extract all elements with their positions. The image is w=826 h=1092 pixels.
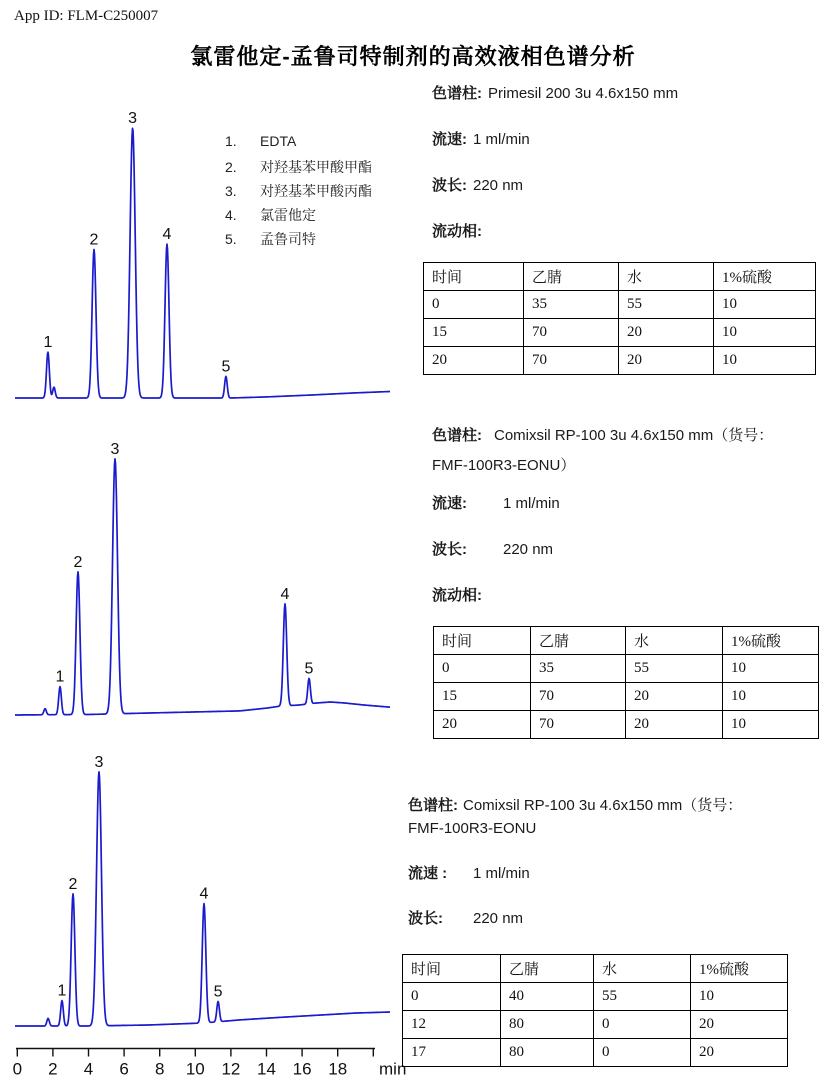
legend-item-number: 1. [225, 133, 237, 149]
table-cell: 0 [403, 983, 501, 1011]
table-cell: 15 [434, 683, 531, 711]
table-row [434, 655, 819, 683]
legend-item [225, 181, 372, 199]
table-row [434, 711, 819, 739]
table-cell: 0 [434, 655, 531, 683]
peak-label-2: 2 [73, 553, 83, 571]
x-tick-label: 6 [119, 1059, 129, 1079]
table-cell: 55 [594, 983, 691, 1011]
table-cell: 70 [524, 319, 619, 347]
peak-label-5: 5 [213, 983, 223, 1001]
table-cell: 10 [723, 655, 819, 683]
wavelength-label: 波长: [408, 910, 443, 927]
wavelength-value: 220 nm [473, 177, 524, 194]
legend-item [225, 205, 372, 223]
legend-item [225, 157, 372, 175]
x-tick-label: 14 [257, 1059, 276, 1079]
flow-rate-line-2 [432, 492, 560, 513]
table-cell: 0 [594, 1039, 691, 1067]
flow-rate-value: 1 ml/min [473, 865, 530, 882]
table-cell: 10 [723, 711, 819, 739]
table-cell: 55 [619, 291, 714, 319]
table-cell: 20 [424, 347, 524, 375]
table-header-row [434, 627, 819, 655]
table-header-cell: 1%硫酸 [691, 955, 788, 983]
mobile-phase-line-1 [432, 220, 482, 241]
table-header-cell: 乙腈 [524, 263, 619, 291]
table-cell: 0 [424, 291, 524, 319]
trace-line [15, 459, 390, 715]
table-cell: 20 [691, 1011, 788, 1039]
column-value: Comixsil RP-100 3u 4.6x150 mm（货号： [463, 797, 743, 814]
flow-rate-label: 流速: [432, 131, 467, 148]
mobile-phase-label: 流动相: [432, 223, 482, 240]
table-header-cell: 时间 [403, 955, 501, 983]
peak-label-3: 3 [128, 110, 138, 127]
table-cell: 0 [594, 1011, 691, 1039]
table-header-row [424, 263, 816, 291]
table-header-cell: 水 [594, 955, 691, 983]
legend-item-number: 3. [225, 183, 237, 199]
table-header-cell: 1%硫酸 [723, 627, 819, 655]
wavelength-value: 220 nm [503, 541, 554, 558]
table-row [424, 319, 816, 347]
app-id-text: App ID: FLM-C250007 [14, 8, 159, 24]
table-cell: 70 [531, 711, 626, 739]
table-row [424, 347, 816, 375]
x-tick-label: 2 [48, 1059, 58, 1079]
table-cell: 20 [691, 1039, 788, 1067]
legend-item-label: 对羟基苯甲酸丙酯 [260, 183, 372, 199]
wavelength-label: 波长: [432, 177, 467, 194]
column-line-3 [408, 794, 742, 815]
column-line-2 [432, 424, 773, 445]
table-cell: 70 [531, 683, 626, 711]
flow-rate-label: 流速: [432, 495, 467, 512]
table-header-cell: 乙腈 [531, 627, 626, 655]
peak-label-4: 4 [280, 585, 290, 603]
peak-label-2: 2 [68, 875, 78, 893]
column-line-3b [408, 820, 536, 837]
table-header-cell: 乙腈 [501, 955, 594, 983]
legend-item-number: 2. [225, 159, 237, 175]
legend-item-label: 对羟基苯甲酸甲酯 [260, 159, 372, 175]
table-row [403, 1039, 788, 1067]
column-value-line2: FMF-100R3-EONU） [432, 457, 576, 474]
table-cell: 35 [531, 655, 626, 683]
mobile-phase-label: 流动相: [432, 587, 482, 604]
peak-label-1: 1 [43, 334, 53, 352]
table-cell: 10 [691, 983, 788, 1011]
legend-item-number: 5. [225, 231, 237, 247]
table-cell: 20 [434, 711, 531, 739]
table-cell: 17 [403, 1039, 501, 1067]
x-tick-label: 16 [292, 1059, 312, 1079]
table-header-cell: 水 [626, 627, 723, 655]
table-row [434, 683, 819, 711]
table-header-row [403, 955, 788, 983]
column-value-line2: FMF-100R3-EONU [408, 820, 537, 837]
legend-item [225, 229, 372, 247]
table-cell: 10 [723, 683, 819, 711]
table-cell: 20 [619, 319, 714, 347]
flow-rate-line-1 [432, 128, 530, 149]
legend-item-label: 孟鲁司特 [260, 231, 316, 247]
column-value: Comixsil RP-100 3u 4.6x150 mm（货号： [494, 427, 774, 444]
table-cell: 10 [714, 319, 816, 347]
legend-item-number: 4. [225, 207, 237, 223]
table-cell: 15 [424, 319, 524, 347]
table-cell: 55 [626, 655, 723, 683]
column-line-2b [432, 454, 575, 475]
column-line-1 [432, 82, 678, 103]
flow-rate-label: 流速 : [408, 865, 448, 882]
peak-label-5: 5 [221, 358, 231, 376]
x-tick-label: 10 [185, 1059, 205, 1079]
peak-label-3: 3 [110, 440, 120, 458]
page-title: 氯雷他定-孟鲁司特制剂的高效液相色谱分析 [190, 44, 636, 69]
x-tick-label: 12 [221, 1059, 241, 1079]
x-tick-label: 8 [154, 1059, 165, 1079]
table-cell: 35 [524, 291, 619, 319]
peak-label-4: 4 [162, 226, 172, 244]
column-label: 色谱柱: [432, 85, 482, 102]
wavelength-label: 波长: [432, 541, 467, 558]
peak-label-5: 5 [304, 660, 314, 678]
table-header-cell: 时间 [434, 627, 531, 655]
table-cell: 20 [626, 683, 723, 711]
flow-rate-value: 1 ml/min [503, 495, 560, 512]
wavelength-line-3 [408, 907, 523, 928]
flow-rate-line-3 [408, 862, 530, 883]
column-value: Primesil 200 3u 4.6x150 mm [488, 85, 679, 102]
table-cell: 20 [619, 347, 714, 375]
peak-label-1: 1 [57, 982, 67, 1000]
table-cell: 80 [501, 1011, 594, 1039]
peak-label-3: 3 [94, 753, 104, 771]
wavelength-line-1 [432, 174, 523, 195]
legend-item-label: 氯雷他定 [260, 207, 316, 223]
x-axis-unit-label: min [379, 1059, 407, 1079]
table-cell: 12 [403, 1011, 501, 1039]
chromatogram-3 [0, 740, 420, 1085]
peak-label-4: 4 [199, 885, 209, 903]
x-tick-label: 4 [83, 1059, 94, 1079]
table-cell: 10 [714, 347, 816, 375]
table-cell: 40 [501, 983, 594, 1011]
mobile-phase-table-2 [433, 626, 819, 739]
table-row [403, 1011, 788, 1039]
table-row [424, 291, 816, 319]
peak-label-1: 1 [55, 668, 65, 686]
peak-legend [225, 133, 372, 253]
table-header-cell: 1%硫酸 [714, 263, 816, 291]
x-tick-label: 0 [12, 1059, 23, 1079]
table-row [403, 983, 788, 1011]
peak-label-2: 2 [89, 231, 99, 249]
table-header-cell: 时间 [424, 263, 524, 291]
wavelength-line-2 [432, 538, 553, 559]
table-header-cell: 水 [619, 263, 714, 291]
column-label: 色谱柱: [408, 797, 458, 814]
table-cell: 80 [501, 1039, 594, 1067]
legend-item-label: EDTA [260, 133, 297, 149]
wavelength-value: 220 nm [473, 910, 524, 927]
chromatogram-2 [0, 420, 420, 720]
legend-item [225, 133, 372, 148]
mobile-phase-table-3 [402, 954, 788, 1067]
column-label: 色谱柱: [432, 427, 482, 444]
table-cell: 70 [524, 347, 619, 375]
mobile-phase-table-1 [423, 262, 816, 375]
table-cell: 20 [626, 711, 723, 739]
mobile-phase-line-2 [432, 584, 482, 605]
flow-rate-value: 1 ml/min [473, 131, 530, 148]
x-tick-label: 18 [328, 1059, 348, 1079]
table-cell: 10 [714, 291, 816, 319]
